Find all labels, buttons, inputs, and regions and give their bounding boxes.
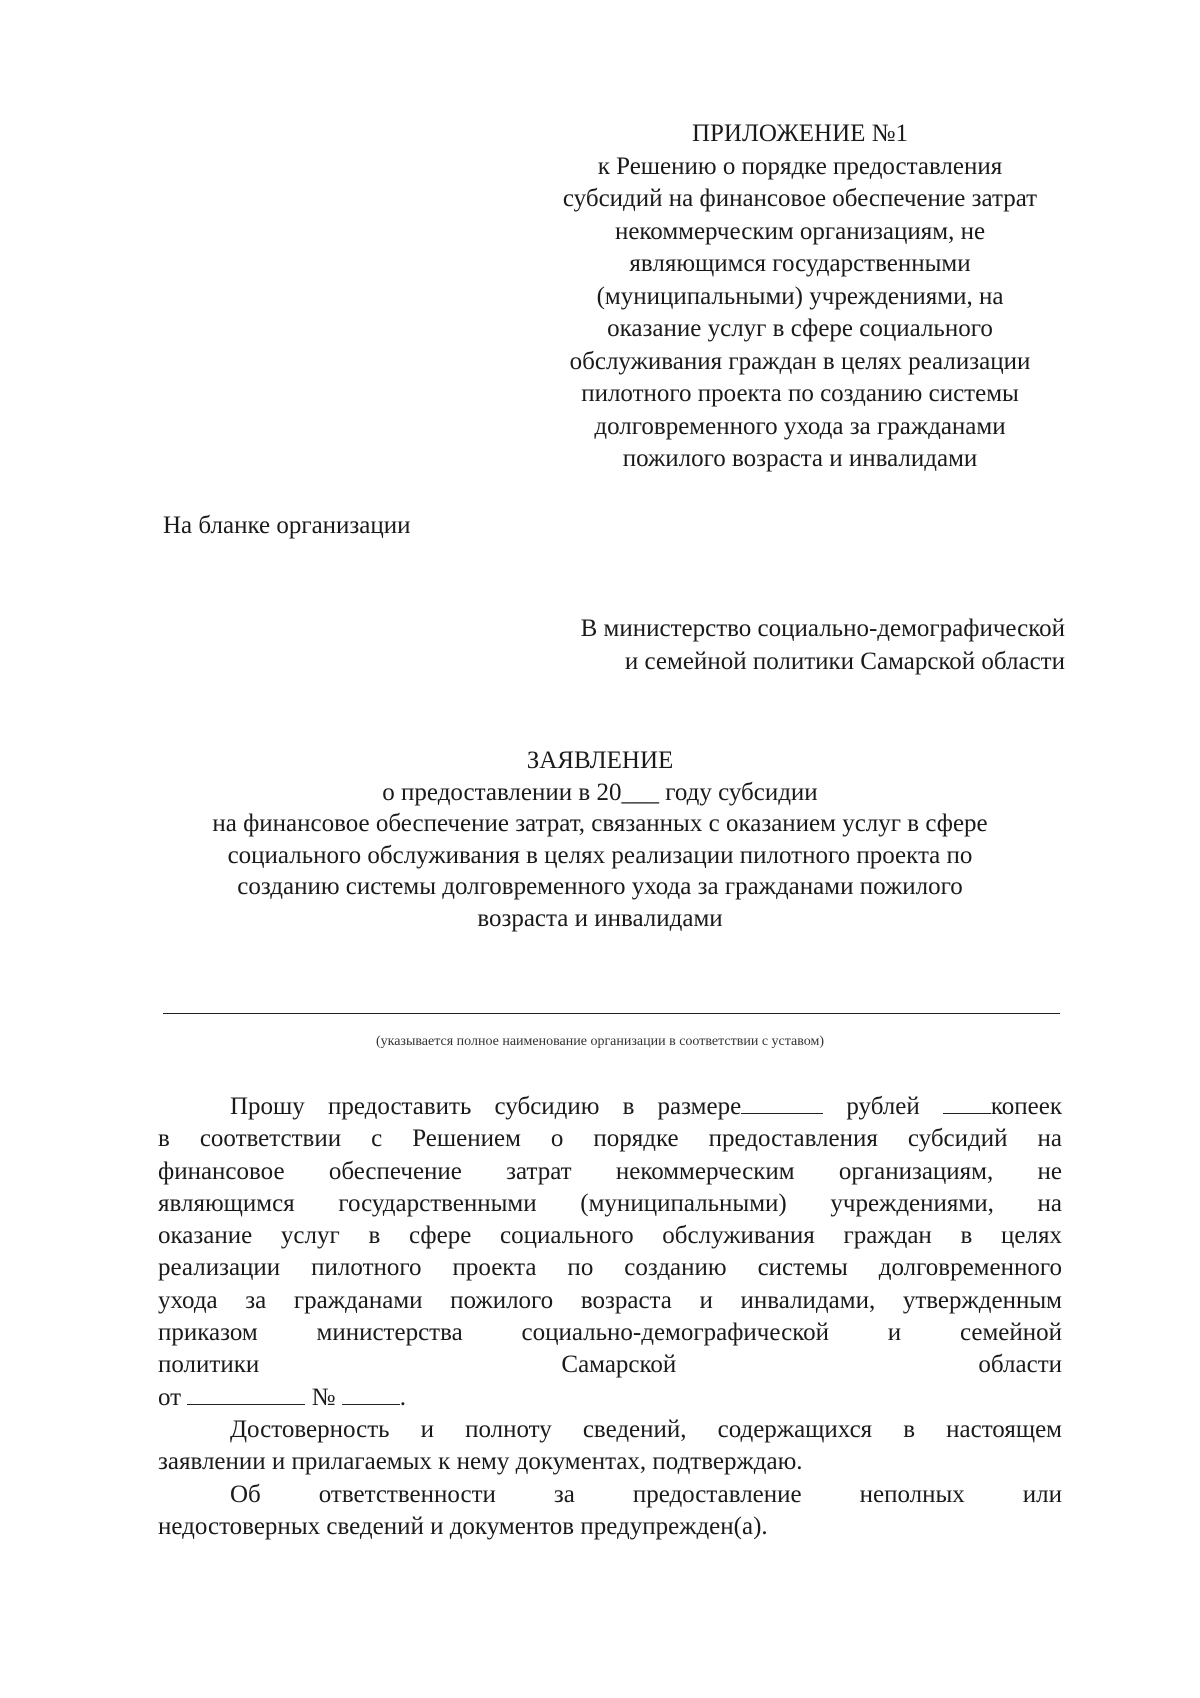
body-line: политики Самарской области [158, 1351, 1062, 1379]
appendix-line: к Решению о порядке предоставления [597, 152, 1003, 180]
appendix-line: субсидий на финансовое обеспечение затрат [562, 185, 1038, 212]
org-name-input-line[interactable] [163, 1013, 1060, 1014]
appendix-line: долговременного ухода за гражданами [594, 412, 1006, 440]
appendix-title: ПРИЛОЖЕНИЕ №1 [691, 120, 909, 147]
addressee-line: и семейной политики Самарской области [624, 648, 1065, 675]
kopecks-word: копеек [990, 1093, 1062, 1120]
appendix-line: некоммерческим организациям, не [614, 217, 986, 245]
statement-body [158, 1091, 1062, 1543]
request-line [158, 1091, 1062, 1123]
statement-subtitle-line: на финансовое обеспечение затрат, связанных с оказанием услуг в сфере [212, 810, 988, 837]
statement-subtitle-line: социального обслуживания в целях реализации пилотного проекта по [227, 841, 973, 869]
body-line: финансовое обеспечение затрат некоммерческим организациям, не [158, 1157, 1062, 1185]
date-prefix: от [158, 1383, 182, 1411]
statement-title: ЗАЯВЛЕНИЕ [526, 747, 674, 774]
request-prefix: Прошу предоставить субсидию в размере [230, 1093, 742, 1120]
org-name-caption: (указывается полное наименование организации в соответствии с уставом) [375, 1034, 825, 1049]
appendix-line: пожилого возраста и инвалидами [622, 445, 978, 472]
body-line: реализации пилотного проекта по созданию системы долговременного [158, 1254, 1062, 1282]
order-date-line [158, 1382, 1062, 1414]
statement-subtitle-line: возраста и инвалидами [477, 904, 723, 932]
body-line: являющимся государственными (муниципальными) учреждениями, на [158, 1189, 1062, 1217]
appendix-line: обслуживания граждан в целях реализации [569, 347, 1031, 375]
addressee-line: В министерство социально-демографической [580, 615, 1065, 642]
statement-subtitle-line: о предоставлении в 20___ году субсидии [382, 778, 818, 806]
appendix-header [520, 118, 1080, 476]
number-sign: № [311, 1383, 336, 1411]
reliability-line: Достоверность и полноту сведений, содержащихся в настоящем [230, 1415, 1062, 1443]
letterhead-note: На бланке организации [163, 512, 411, 539]
appendix-line: пилотного проекта по созданию системы [581, 380, 1019, 407]
appendix-line: являющимся государственными [629, 250, 971, 277]
appendix-line: оказание услуг в сфере социального [607, 315, 993, 342]
amount-kopecks-field[interactable] [943, 1091, 991, 1114]
end-dot: . [399, 1383, 406, 1411]
order-date-field[interactable] [187, 1382, 305, 1405]
rubles-word: рублей [846, 1093, 920, 1120]
appendix-line: (муниципальными) учреждениями, на [596, 282, 1004, 310]
body-line: ухода за гражданами пожилого возраста и инвалидами, утвержденным [158, 1286, 1062, 1314]
statement-subtitle-line: созданию системы долговременного ухода за гражданами пожилого [237, 873, 963, 900]
responsibility-line: Об ответственности за предоставление неполных или [230, 1480, 1062, 1508]
reliability-line: заявлении и прилагаемых к нему документах, подтверждаю. [158, 1448, 803, 1476]
responsibility-line: недостоверных сведений и документов предупрежден(а). [158, 1512, 768, 1540]
amount-rubles-field[interactable] [741, 1091, 823, 1114]
order-number-field[interactable] [342, 1382, 400, 1405]
body-line: приказом министерства социально-демографической и семейной [158, 1319, 1062, 1347]
body-line: оказание услуг в сфере социального обслуживания граждан в целях [158, 1222, 1062, 1250]
body-line: в соответствии с Решением о порядке предоставления субсидий на [158, 1125, 1062, 1153]
addressee-block [581, 612, 1065, 678]
statement-heading [150, 745, 1050, 934]
